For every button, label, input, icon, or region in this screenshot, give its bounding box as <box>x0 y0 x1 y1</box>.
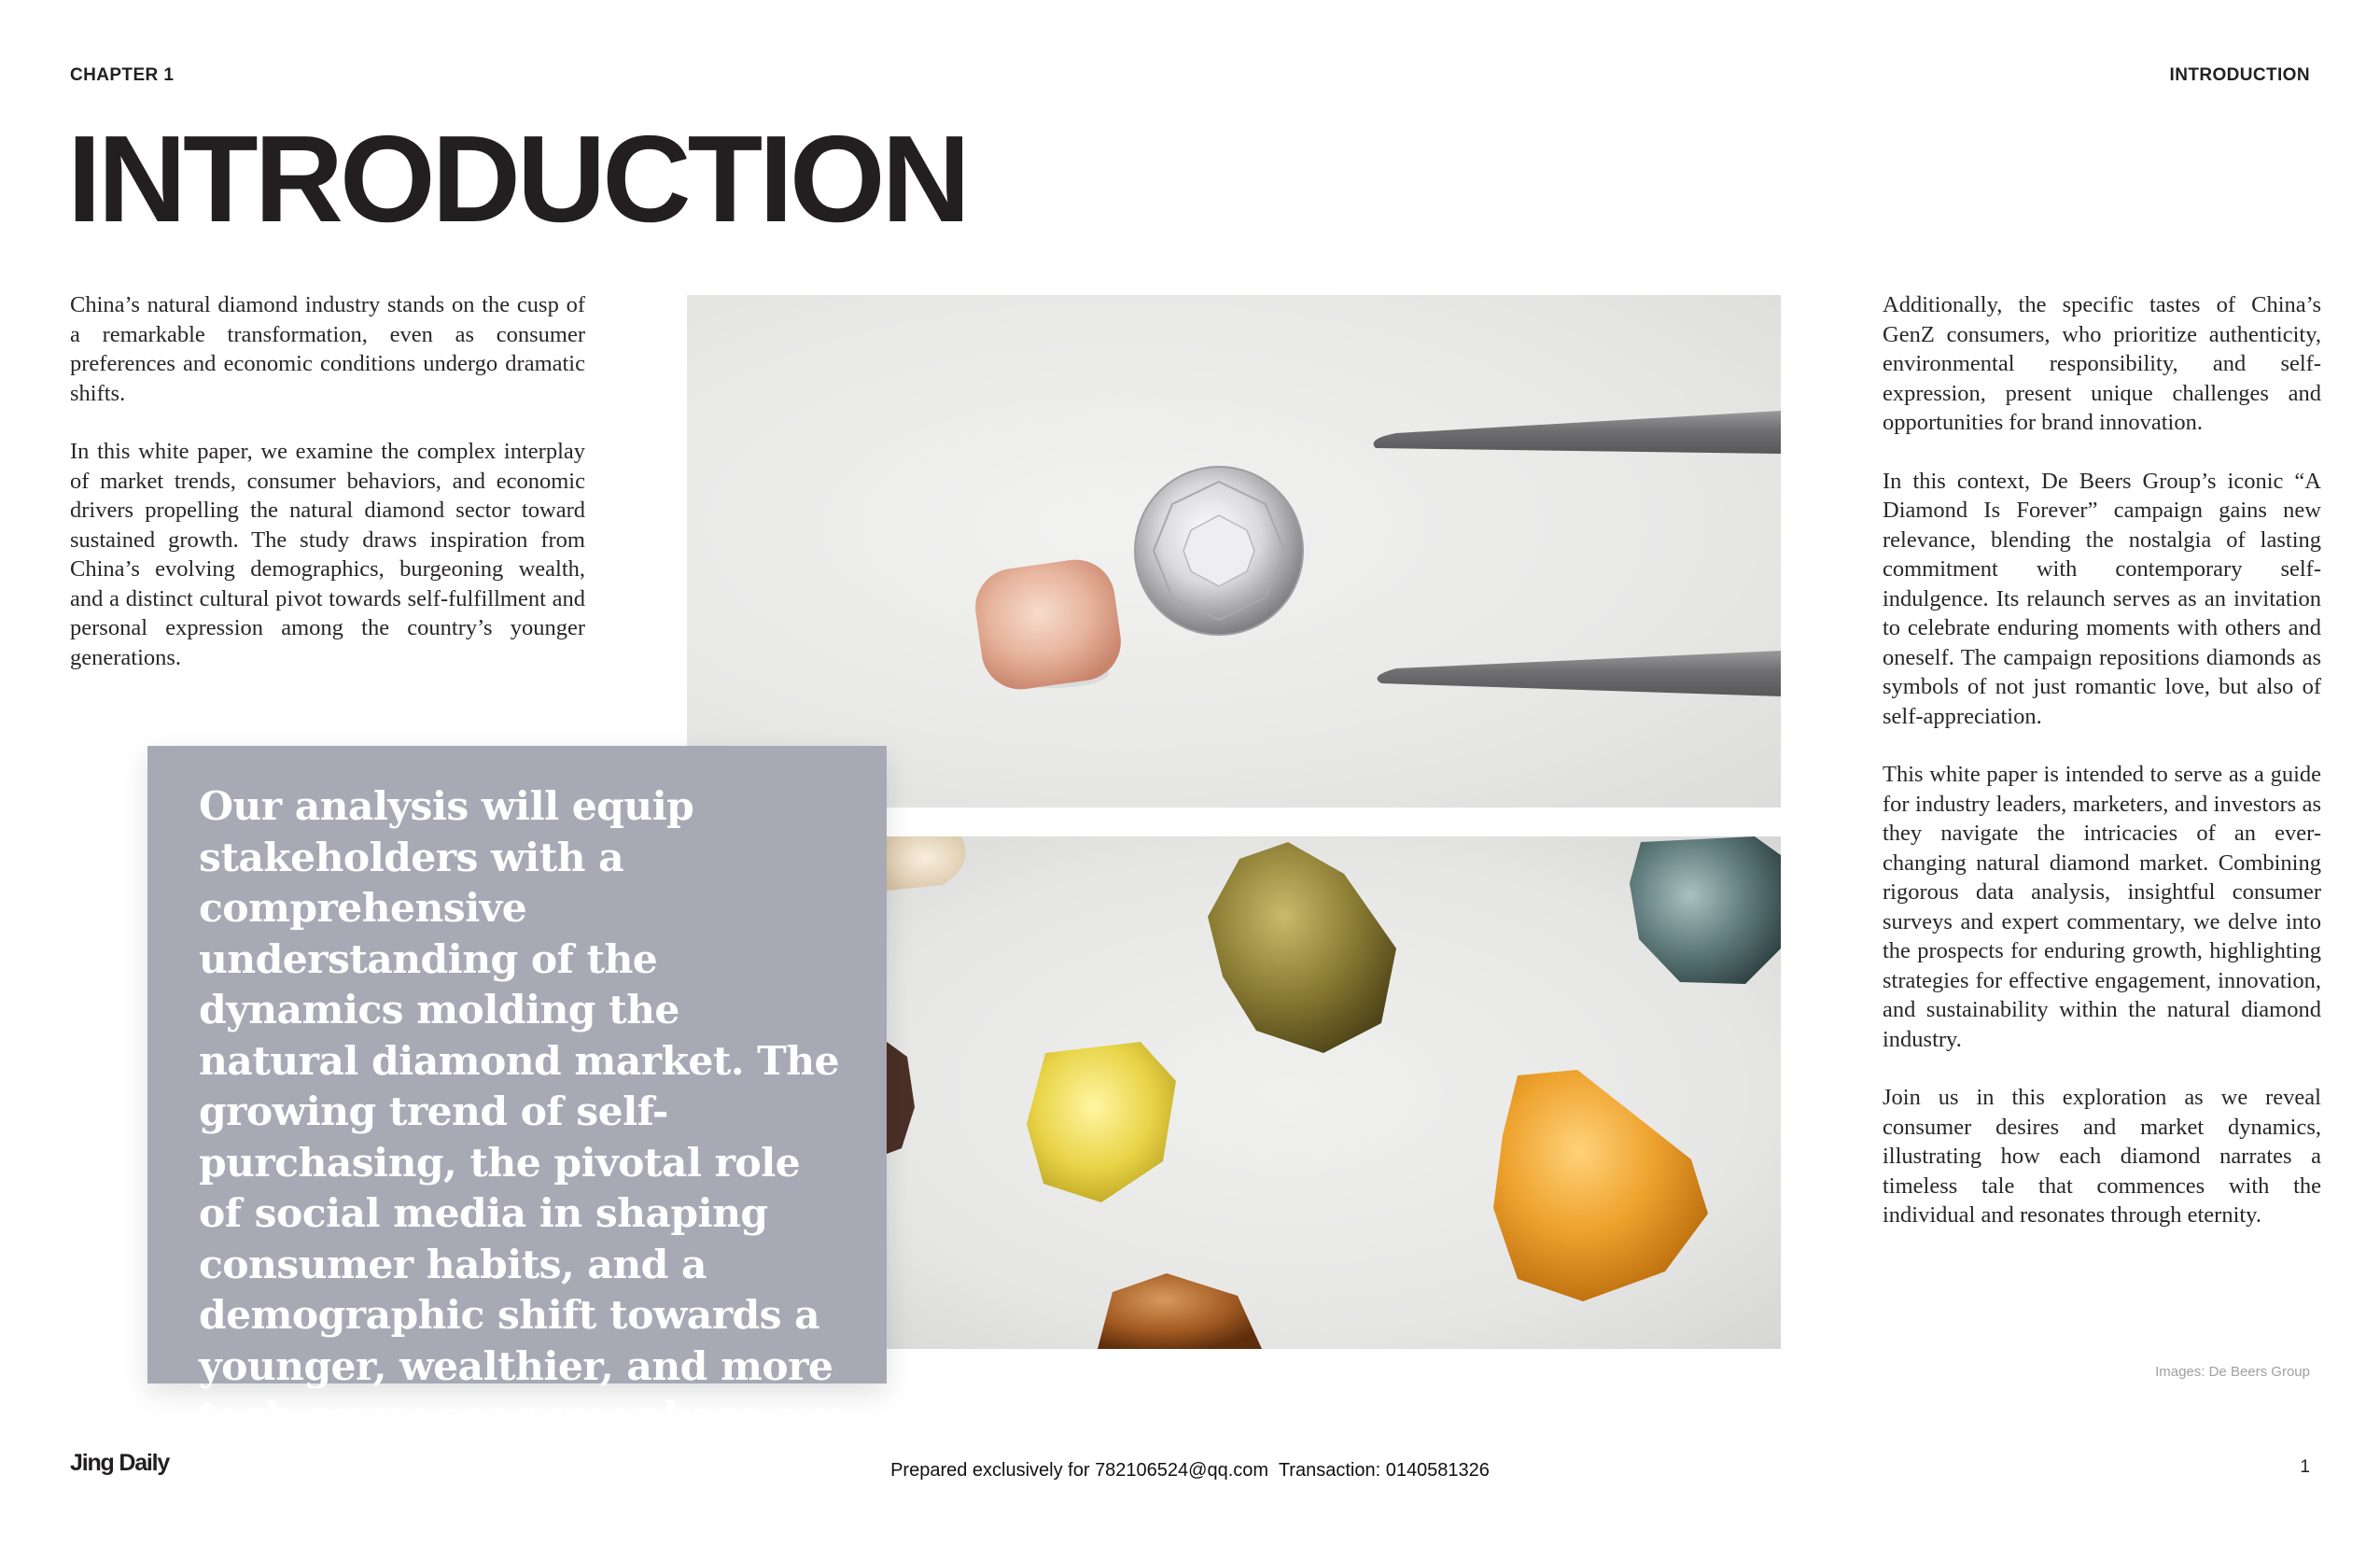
footer-note <box>0 1460 2380 1482</box>
chapter-label: CHAPTER 1 <box>70 65 175 85</box>
paragraph: Join us in this exploration as we reveal consumer desires and market dynamics, illustrating how each diamond narrates a timeless tale that commences with the individual and resonates through eternity. <box>1883 1085 2321 1228</box>
transaction-text: Transaction: 0140581326 <box>1278 1460 1490 1481</box>
pull-quote-text: Our analysis will equip stakeholders with a comprehensive understanding of the dynamics molding the natural diamond market. The growing trend of self-purchasing, the pivotal role of social media in shaping consumer habits, and a demographic shift towards a younger, wealthier, and more tech-savvy consumer base are redefining the industry’s contours. <box>199 783 847 1542</box>
left-text-column <box>70 290 585 701</box>
rough-diamonds-photo <box>887 836 1781 1349</box>
diamond-tweezers-photo <box>687 295 1781 808</box>
rough-diamonds-illustration <box>887 836 1781 1349</box>
paragraph: China’s natural diamond industry stands on the cusp of a remarkable transformation, even as consumer preferences and economic conditions undergo dramatic shifts. <box>70 292 585 406</box>
page-number: 1 <box>2300 1457 2310 1477</box>
page-title: INTRODUCTION <box>67 110 967 247</box>
jing-daily-logo: Jing Daily <box>70 1450 170 1476</box>
right-text-column <box>1883 290 2321 1259</box>
paragraph: In this white paper, we examine the complex interplay of market trends, consumer behaviors, and economic drivers propelling the natural diamond sector toward sustained growth. The study draws inspiration from China’s evolving demographics, burgeoning wealth, and a distinct cultural pivot towards self-fulfillment and personal expression among the country’s younger generations. <box>70 439 585 670</box>
paragraph: This white paper is intended to serve as a guide for industry leaders, marketers, and investors as they navigate the intricacies of an ever-changing natural diamond market. Combining rigorous data analysis, insightful consumer surveys and expert commentary, we delve into the prospects for enduring growth, highlighting strategies for effective engagement, innovation, and sustainability within the natural diamond industry. <box>1883 762 2321 1052</box>
pull-quote-box <box>147 746 887 1542</box>
image-credit: Images: De Beers Group <box>2155 1364 2310 1380</box>
tweezers-diamond-illustration <box>687 295 1781 808</box>
paragraph: In this context, De Beers Group’s iconic “A Diamond Is Forever” campaign gains new relevance, blending the nostalgia of lasting commitment with contemporary self-indulgence. Its relaunch serves as an invitation to celebrate enduring moments with others and oneself. The campaign repositions diamonds as symbols of not just romantic love, but also of self-appreciation. <box>1883 468 2321 729</box>
prepared-for-text: Prepared exclusively for 782106524@qq.com <box>890 1460 1269 1481</box>
section-label: INTRODUCTION <box>2169 65 2310 85</box>
paragraph: Additionally, the specific tastes of China’s GenZ consumers, who prioritize authenticity, environmental responsibility, and self-expression, present unique challenges and opportunities for brand innovation. <box>1883 292 2321 435</box>
